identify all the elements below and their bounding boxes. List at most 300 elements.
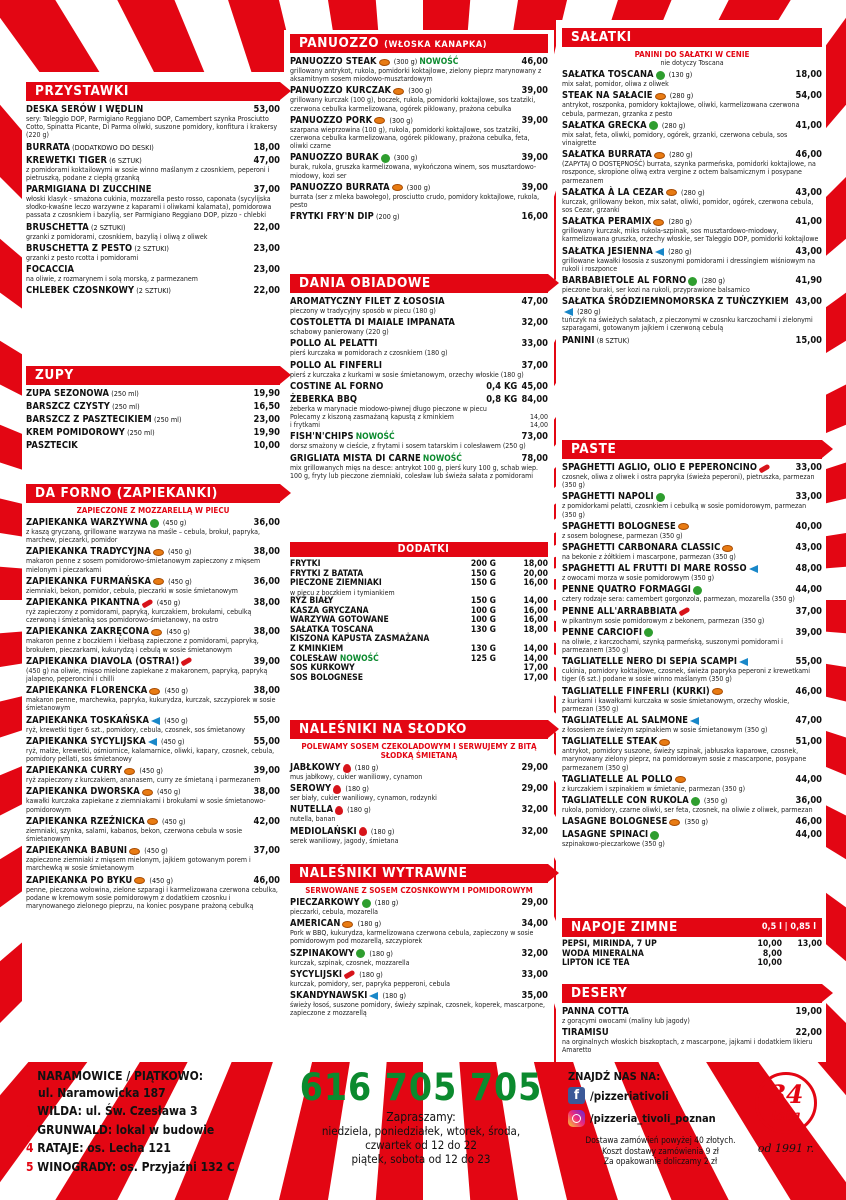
addon-name: SAŁATKA TOSCANA [290,624,374,635]
item-description: sery: Taleggio DOP, Parmigiano Reggiano DOP, Camembert szynka Prosciutto Cotto, Spinatta Picante, Di Parma oliwki, suszone pomidory, konfitura i krakersy (220 g) [26,115,278,140]
item-description: grillowany antrykot, rukola, pomidorki koktajlowe, zielony pieprz marynowany z aksamitnym sosem miodowo-musztardowym [290,67,542,84]
pizza-icon [655,93,666,100]
menu-item[interactable] [26,765,280,784]
item-size: (8 SZTUK) [596,335,630,345]
addon-name: FRYTKI [290,559,321,569]
item-size: (250 ml) [112,402,140,411]
item-price: 73,00 [521,431,548,443]
addon-weight: 200 G [470,559,496,569]
menu-item[interactable] [562,216,822,243]
item-name: LASAGNE SPINACI [562,829,649,841]
location-label: WILDA: [37,1104,82,1118]
section-nalesniki-slodko [290,720,548,847]
menu-item[interactable] [290,338,548,357]
leaf-icon [656,493,665,502]
item-price: 19,90 [253,388,280,399]
item-size: (280 g) [577,307,601,317]
section-header: PANUOZZO (WŁOSKA KANAPKA) [290,34,548,53]
item-description: włoski klasyk - smażona cukinia, mozzarella pesto rosso, caponata (sycylijska słodko-kwaśne leczo warzywne z kaparami i oliwkami kalamata), pomidorowa passata z czosnkiem i bazylią, ser Parmigiano Reggiano DOP, pizzo - chlebki [26,195,272,220]
item-size: (2 SZTUKI) [91,222,126,232]
menu-item[interactable] [290,296,548,315]
item-size: (280 g) [668,217,693,227]
menu-item[interactable] [26,184,280,220]
item-description: nutella, banan [290,815,336,824]
menu-item[interactable] [26,264,280,283]
item-name: SZPINAKOWY [290,947,355,959]
pizza-icon [124,768,135,775]
item-name: PENNE CARCIOFI [562,626,643,638]
item-description: na oliwie, z rozmarynem i solą morską, z parmezanem [26,275,198,284]
item-price: 37,00 [253,845,280,857]
addon-row[interactable] [290,579,548,589]
addon-weight: 150 G [470,568,496,579]
pizza-icon [134,877,145,884]
header-title: NAPOJE ZIMNE [571,919,678,935]
location-row[interactable] [26,1121,286,1140]
salatki-note-2: nie dotyczy Toscana [660,59,724,67]
fish-icon [151,717,160,725]
menu-item[interactable] [562,542,822,561]
menu-item[interactable] [562,296,822,332]
item-description: grzanki z pesto rcotta i pomidorami [26,253,139,262]
menu-item[interactable] [26,626,280,653]
menu-item[interactable] [26,816,280,843]
item-description: schabowy panierowany (220 g) [290,328,389,337]
menu-item[interactable] [290,897,548,916]
leaf-icon [649,121,658,130]
item-description: na oliwie, z karczochami, szynką parmeńską, suszonymi pomidorami i parmezanem (350 g) [562,637,783,655]
addon-price: 14,00 [523,595,548,606]
menu-item[interactable] [26,845,280,872]
item-name: ZAPIEKANKA BABUNI [26,845,128,857]
item-price: 32,00 [521,825,548,837]
item-price: 37,00 [795,605,822,617]
instagram-link[interactable] [568,1110,762,1127]
item-description: mus jabłkowy, cukier waniliowy, cynamon [290,773,423,781]
menu-item[interactable] [26,517,280,544]
item-description: grillowany kurczak (100 g), boczek, rukola, pomidorki koktajlowe, sos tzatziki, czerwona cebulka karmelizowana, ogórek piklowany, prażona cebulka [290,96,536,113]
item-price: 32,00 [521,947,548,959]
item-description: żeberka w marynacie miodowo-piwnej długo pieczone w piecu [290,404,487,413]
item-size: (280 g) [701,276,725,286]
pizza-icon [147,818,158,825]
menu-item[interactable] [290,990,548,1017]
item-size: (300 g) [393,153,418,163]
item-price: 39,00 [521,114,548,126]
section-subtitle: POLEWAMY SOSEM CZEKOLADOWYM I SERWUJEMY Z BITĄ SŁODKĄ ŚMIETANĄ [301,742,537,760]
item-price: 39,00 [521,181,548,193]
section-napoje [562,918,822,969]
item-size: (450 g) [166,627,190,637]
menu-item[interactable] [26,685,280,712]
section-header: PRZYSTAWKI [26,82,280,101]
drink-price-small: 8,00 [762,948,782,959]
item-description: burrata (ser z mleka bawołego), prosciutto crudo, pomidory koktajlowe, rukola, pesto [290,192,540,210]
menu-item[interactable] [562,606,822,625]
item-description: z pomidorkami pelatti, czosnkiem i cebulką w sosie pomidorowym, parmezan (350 g) [562,502,807,519]
addon-note: w piecu z boczkiem i tymiankiem [290,588,395,597]
addon-price: 18,00 [523,624,548,635]
addon-name: RYŻ BIAŁY [290,595,334,606]
item-name: KREWETKI TIGER [26,154,108,166]
item-price: 44,00 [795,584,822,596]
item-name: ZUPA SEZONOWA [26,388,110,399]
menu-item[interactable] [290,152,548,179]
item-size: (350 g) [703,796,728,806]
item-price: 16,00 [521,211,548,223]
item-price: 38,00 [253,546,280,558]
addon-price: 16,00 [523,578,548,589]
menu-item[interactable] [562,187,822,214]
menu-item[interactable] [26,715,280,734]
item-description: kurczak, pomidory, ser, papryka pepperoni, cebula [290,979,451,988]
section-dodatki [290,542,548,683]
item-name: ZAPIEKANKA WARZYWNA [26,517,148,528]
menu-item[interactable] [562,149,822,185]
item-name: COSTOLETTA DI MAIALE IMPANATA [290,317,456,329]
item-price: 38,00 [253,626,280,638]
menu-item[interactable] [26,388,280,399]
section-da-forno [26,484,280,912]
menu-item[interactable] [26,576,280,595]
item-name: ZAPIEKANKA SYCYLIJSKA [26,735,146,747]
item-price: 15,00 [795,334,822,346]
location-row[interactable] [26,1102,286,1121]
item-size: (DODATKOWO DO DESKI) [72,142,154,152]
addon-weight: 100 G [470,615,496,626]
menu-item[interactable] [26,427,280,438]
leaf-icon [362,899,371,908]
hours-line-1: niedziela, poniedziałek, wtorek, środa, [321,1124,521,1138]
item-price: 36,00 [253,517,280,528]
item-description: szpinakowo-pieczarkowe (350 g) [562,840,665,849]
item-size: (250 ml) [111,389,139,398]
menu-item[interactable] [562,686,822,713]
extra-label: i frytkami [290,421,321,430]
menu-item[interactable] [290,453,548,480]
item-price: 47,00 [795,715,822,727]
menu-item[interactable] [26,875,280,911]
item-price: 39,00 [521,85,548,97]
item-price: 39,00 [253,765,280,777]
item-price: 32,00 [521,317,548,329]
drink-row[interactable] [562,959,822,969]
pizza-icon [712,688,723,695]
item-price: 23,00 [253,414,280,425]
item-name: ZAPIEKANKA FLORENCKA [26,685,148,697]
addon-price: 14,00 [523,643,548,654]
item-price: 22,00 [795,1027,822,1039]
menu-item[interactable] [290,431,548,450]
menu-item[interactable] [290,804,548,823]
item-name: AMERICAN [290,918,341,930]
item-description: tuńczyk na świeżych sałatach, z pieczonymi w czosnku karczochami i zielonymi szparagami, gotowanym jajkiem i czerwoną cebulą [562,316,813,333]
item-description: świeży łosoś, suszone pomidory, świeży szpinak, czosnek, koperek, mascarpone, zapieczone z mozzarellą [290,1001,545,1018]
item-price: 47,00 [521,296,548,307]
item-size: (450 g) [164,715,188,725]
item-name: PANUOZZO BURAK [290,152,379,164]
menu-item[interactable] [26,142,280,153]
menu-item[interactable] [562,69,822,88]
menu-item[interactable] [26,656,280,683]
location-row[interactable] [26,1158,286,1177]
item-price: 38,00 [253,597,280,609]
addon-price: 18,00 [523,559,548,569]
delivery-info: Dostawa zamówień powyżej 40 złotych. Koszt dostawy zamówienia 9 zł Za opakowanie doliczamy 2 zł [585,1135,736,1166]
item-description: czosnek, oliwa z oliwek i ostra papryka (świeża peperoni), pietruszka, parmezan (350 g) [562,473,815,490]
menu-item[interactable] [562,521,822,540]
item-description: kurczak, szpinak, czosnek, mozzarella [290,958,410,967]
drink-price-large: 13,00 [797,939,822,949]
menu-item[interactable] [290,948,548,967]
facebook-handle: /pizzeriativoli [590,1088,669,1103]
item-name: ZAPIEKANKA FURMAŃSKA [26,575,152,587]
drink-price-large [782,950,822,960]
addon-weight: 125 G [470,653,496,664]
addon-weight [450,674,496,684]
fish-icon [148,738,157,746]
item-price: 44,00 [795,829,822,841]
item-description: mix grillowanych mięs na desce: antrykot 100 g, pierś kury 100 g, schab wiep. 100 g, fryty lub pieczone ziemniaki, colesław lub świeża sałata z pomidorami [290,463,538,480]
menu-item[interactable] [26,104,280,140]
menu-item[interactable] [290,182,548,209]
pizza-icon [393,88,404,95]
item-name: SKANDYNAWSKI [290,990,368,1002]
item-description: grzanki z pomidorami, czosnkiem, bazylią i oliwą z oliwek [26,232,208,241]
item-name: PIECZARKOWY [290,897,360,908]
addon-price: 20,00 [523,568,548,579]
pizza-icon [654,152,665,159]
section-panuozzo [290,34,548,224]
addon-weight: 130 G [470,643,496,654]
addon-weight [450,664,496,674]
item-size: (280 g) [668,246,692,256]
item-name: ZAPIEKANKA CURRY [26,765,123,777]
menu-item[interactable] [290,918,548,945]
addon-name: FRYTKI Z BATATA [290,568,364,579]
addon-name: KISZONA KAPUSTA ZASMAŻANA [290,634,430,645]
item-size: (450 g) [144,846,168,856]
menu-item[interactable] [562,563,822,582]
social-block [562,1066,762,1192]
menu-item[interactable] [562,656,822,683]
menu-item[interactable] [562,275,822,294]
leaf-icon [650,831,659,840]
item-price: 10,00 [253,440,280,451]
menu-item[interactable] [290,783,548,802]
leaf-icon [691,797,700,806]
pizza-icon [153,578,164,585]
item-price: 29,00 [521,897,548,908]
item-name: COSTINE AL FORNO [290,380,384,392]
item-name: PANNA COTTA [562,1006,629,1017]
menu-item[interactable] [26,597,280,624]
item-description: ziemniaki, szynka, salami, kabanos, bekon, czerwona cebula w sosie śmietanowym [26,826,243,844]
item-price: 55,00 [253,714,280,726]
item-name: ZAPIEKANKA TOSKAŃSKA [26,714,150,726]
menu-item[interactable] [562,462,822,489]
menu-item[interactable] [26,546,280,573]
item-size: (180 g) [347,805,371,815]
item-price: 29,00 [521,783,548,795]
menu-item[interactable] [26,414,280,425]
leaf-icon [644,628,653,637]
item-description: z kurkami i kawałkami kurczaka w sosie śmietanowym, orzechy włoskie, parmezan (350 g) [562,696,790,713]
item-description: dorsz smażony w cieście, z frytami i sosem tatarskim i colesławem (250 g) [290,442,526,451]
menu-item[interactable] [562,584,822,603]
menu-item[interactable] [290,317,548,336]
item-price: 46,00 [795,685,822,697]
item-price: 16,50 [253,401,280,412]
drink-price-small: 10,00 [757,958,782,969]
menu-item[interactable] [562,1027,822,1054]
addon-row[interactable] [290,674,548,684]
item-price: 40,00 [795,520,822,532]
badge-since: od 1991 r. [757,1142,815,1155]
leaf-icon [381,154,390,163]
pizza-icon [151,629,162,636]
badge-years: 34 [768,1080,804,1109]
hours-label: Zapraszamy: [386,1110,456,1124]
menu-item[interactable] [26,440,280,451]
facebook-link[interactable] [568,1087,762,1104]
menu-item[interactable] [26,285,280,296]
item-description: antrykot, roszponka, pomidory koktajlowe, oliwki, karmelizowana czerwona cebula, parmezan, grzanka z pesto [562,101,800,118]
item-price: 18,00 [795,69,822,81]
menu-item[interactable] [26,222,280,241]
item-name: TAGLIATELLE AL POLLO [562,773,673,785]
menu-item[interactable] [290,969,548,988]
item-size: (2 SZTUKI) [136,286,171,296]
menu-item[interactable] [290,762,548,781]
extra-price: 14,00 [529,413,548,422]
menu-item[interactable] [562,627,822,654]
menu-item[interactable] [562,774,822,793]
section-header: SAŁATKI [562,28,822,47]
item-price: 35,00 [521,990,548,1002]
drink-price-large [782,959,822,969]
item-name: SAŁATKA ŚRÓDZIEMNOMORSKA Z TUŃCZYKIEM [562,296,789,308]
menu-item[interactable] [562,120,822,147]
location-number: 1 [26,1069,34,1083]
pizza-icon [722,545,733,552]
menu-item[interactable] [562,90,822,117]
item-name: TAGLIATELLE CON RUKOLA [562,795,689,807]
item-size: (250 ml) [127,428,155,437]
menu-item[interactable] [26,243,280,262]
section-header [562,918,822,937]
menu-item[interactable] [562,829,822,848]
menu-item[interactable] [290,115,548,151]
anniversary-badge [752,1072,820,1168]
addon-weight: 150 G [470,595,496,606]
location-address: lokal w budowie [115,1122,215,1137]
drink-name: WODA MINERALNA [562,948,644,959]
item-description: ziemniaki, bekon, pomidor, cebula, pieczarki w sosie śmietanowym [26,586,238,595]
menu-item[interactable] [290,211,548,222]
item-name: SYCYLIJSKI [290,968,343,980]
menu-item[interactable] [290,394,548,430]
item-price: 34,00 [521,918,548,930]
item-price: 32,00 [521,804,548,816]
item-price: 33,00 [521,968,548,980]
menu-item[interactable] [26,786,280,813]
menu-item[interactable] [562,816,822,827]
pizza-icon [669,819,680,826]
menu-item[interactable] [26,736,280,763]
location-row[interactable] [26,1068,286,1085]
item-price: 23,00 [253,264,280,276]
item-name: LASAGNE BOLOGNESE [562,816,668,828]
item-size: (280 g) [661,120,686,130]
menu-item[interactable] [562,491,822,518]
menu-item[interactable] [290,56,548,83]
location-label: NARAMOWICE / PIĄTKOWO: [37,1069,204,1083]
item-name: PANUOZZO KURCZAK [290,85,392,97]
facebook-icon: f [568,1087,585,1104]
item-name: SPAGHETTI AGLIO, OLIO E PEPERONCINO [562,462,758,473]
item-price: 55,00 [253,735,280,747]
item-description: (ZAPYTAJ O DOSTĘPNOŚĆ) burrata, szynka parmeńska, pomidorki koktajlowe, na roszponce, skropione oliwą extra vergine z octem balsamicznym i posypane parmezanem [562,160,816,185]
chili-icon [141,598,153,608]
location-address: os. Przyjaźni 132 C [119,1159,235,1174]
item-size: (450 g) [162,518,187,527]
addon-name: KASZA GRYCZANA [290,605,369,616]
item-name: AROMATYCZNY FILET Z ŁOSOSIA [290,296,445,307]
addon-name: COLESŁAW NOWOŚĆ [290,653,379,664]
menu-item[interactable] [26,155,280,182]
menu-item[interactable] [290,381,548,392]
item-size: (180 g) [354,763,379,772]
location-row[interactable] [26,1139,286,1158]
item-name: JABŁKOWY [290,762,341,773]
menu-item[interactable] [290,360,548,379]
item-size: (180 g) [369,948,393,958]
item-size: (280 g) [681,187,705,197]
menu-item[interactable] [26,401,280,412]
item-name: ZAPIEKANKA PO BYKU [26,874,133,886]
menu-item[interactable] [562,795,822,814]
menu-item[interactable] [562,335,822,346]
addon-name: PIECZONE ZIEMNIAKI [290,578,382,589]
item-size: (450 g) [139,766,163,776]
leaf-icon [693,586,702,595]
menu-item[interactable] [290,85,548,112]
menu-item[interactable] [290,826,548,845]
item-size: (280 g) [669,150,693,160]
fish-icon [369,992,378,1000]
menu-item[interactable] [562,246,822,273]
item-name: BARSZCZ Z PASZTECIKIEM [26,414,152,425]
item-name: POLLO AL PELATTI [290,338,378,350]
item-description: grillowany kurczak, miks rukola-szpinak, sos musztardowo-miodowy, karmelizowana gruszka, orzechy włoskie, ser Taleggio DOP, pomidorki koktajlowe [562,227,819,244]
item-name: SPAGHETTI BOLOGNESE [562,520,676,532]
menu-item[interactable] [562,736,822,772]
menu-item[interactable] [562,1006,822,1025]
addon-name: SOS BOLOGNESE [290,672,364,683]
item-description: grillowane kawałki łososia z suszonymi pomidorami i dressingiem wiśniowym na rukoli i roszponce [562,256,816,273]
extra-label: Polecamy z kiszoną zasmażaną kapustą z kminkiem [290,413,454,422]
menu-item[interactable] [562,715,822,734]
phone-number[interactable]: 616 705 705 [299,1066,543,1109]
item-name: DESKA SERÓW I WĘDLIN [26,104,144,115]
item-name: PANUOZZO BURRATA [290,181,390,193]
instagram-icon [568,1110,585,1127]
item-name: PARMIGIANA DI ZUCCHINE [26,184,152,196]
pizza-icon [374,117,385,124]
item-description: antrykot, pomidory suszone, świeży szpinak, jabłuszka kaparowe, czosnek, marynowany zielony pieprz, na pomidorowym sosie z mascarpone, posypane parmezanem (350 g) [562,747,807,772]
item-description: zapieczone ziemniaki z mięsem mielonym, jajkiem gotowanym porem i marchewką w sosie śmietanowym [26,856,251,873]
